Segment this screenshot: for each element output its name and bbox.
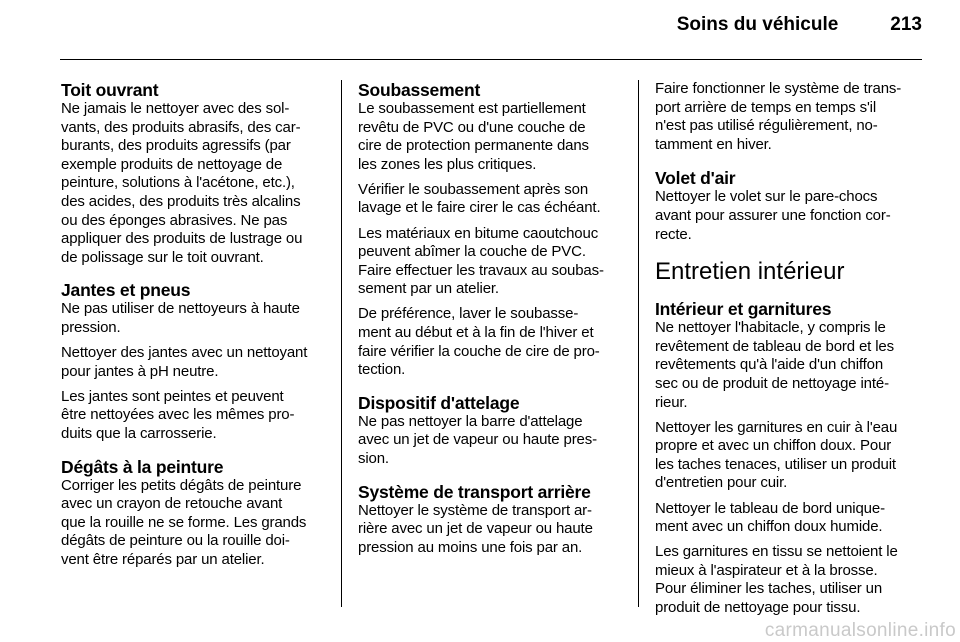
text-line: propre et avec un chiffon doux. Pour [655,437,892,455]
section-toit-ouvrant [61,80,326,267]
section-heading: Volet d'air [655,168,736,189]
paragraph [358,305,622,379]
section-heading: Dispositif d'attelage [358,392,520,413]
text-line: ment au début et à la fin de l'hiver et [358,324,594,342]
text-line: les taches tenaces, utiliser un produit [655,455,896,473]
text-line: lavage et le faire cirer le cas échéant. [358,199,601,217]
text-line: Les matériaux en bitume caoutchouc [358,224,599,242]
header-rule [60,59,922,60]
paragraph [358,502,622,558]
text-line: Ne jamais le nettoyer avec des sol- [61,100,290,117]
text-line: appliquer des produits de lustrage ou [61,230,303,248]
text-line: port arrière de temps en temps s'il [655,98,877,116]
column-1 [61,80,326,582]
text-line: dégâts de peinture ou la rouille doi- [61,532,290,550]
text-line: les zones les plus critiques. [358,155,537,173]
section-volet-air [655,168,923,244]
paragraph [655,80,923,154]
text-line: sion. [358,450,389,467]
text-line: rière avec un jet de vapeur ou haute [358,520,593,538]
section-systeme-transport [358,482,622,558]
text-line: Ne pas utiliser de nettoyeurs à haute [61,300,300,318]
text-line: Ne pas nettoyer la barre d'attelage [358,412,583,430]
text-line: de polissage sur le toit ouvrant. [61,248,264,266]
text-line: avec un crayon de retouche avant [61,495,283,513]
text-line: que la rouille ne se forme. Les grands [61,513,307,531]
text-line: des acides, des produits très alcalins [61,192,301,210]
text-line: pression au moins une fois par an. [358,538,583,556]
text-line: peinture, solutions à l'acétone, etc.), [61,174,295,192]
paragraph [61,477,326,570]
text-line: ment avec un chiffon doux humide. [655,518,883,536]
text-line: exemple produits de nettoyage de [61,155,283,173]
text-line: vants, des produits abrasifs, des car- [61,118,301,136]
text-line: avec un jet de vapeur ou haute pres- [358,431,597,449]
paragraph [655,319,923,412]
text-line: vent être réparés par un atelier. [61,550,265,568]
text-line: ou des éponges abrasives. Ne pas [61,211,288,229]
text-line: revêtement de tableau de bord et les [655,337,894,355]
text-line: Le soubassement est partiellement [358,100,586,117]
column-divider-2 [638,80,639,607]
paragraph [358,181,622,218]
text-line: Nettoyer des jantes avec un nettoyant [61,344,308,362]
section-heading: Intérieur et garnitures [655,299,832,320]
text-line: être nettoyées avec les mêmes pro- [61,406,295,424]
paragraph [358,100,622,174]
paragraph [61,344,326,381]
text-line: rieur. [655,393,688,411]
text-line: recte. [655,225,692,243]
text-line: peuvent abîmer la couche de PVC. [358,243,586,261]
chapter-title: Entretien intérieur [655,258,845,286]
text-line: n'est pas utilisé régulièrement, no- [655,117,878,135]
text-line: Les garnitures en tissu se nettoient le [655,543,898,561]
text-line: Faire fonctionner le système de trans- [655,80,902,97]
column-3 [655,80,923,631]
text-line: pour jantes à pH neutre. [61,362,219,380]
section-heading: Système de transport arrière [358,481,591,502]
text-line: Nettoyer le système de transport ar- [358,501,592,519]
section-heading: Soubassement [358,80,481,100]
text-line: Vérifier le soubassement après son [358,180,589,198]
section-jantes-pneus [61,280,326,443]
paragraph [655,543,923,617]
paragraph [655,500,923,537]
text-line: burants, des produits agressifs (par [61,137,291,155]
text-line: tamment en hiver. [655,135,772,153]
text-line: Ne nettoyer l'habitacle, y compris le [655,319,886,337]
paragraph [61,300,326,337]
text-line: sement par un atelier. [358,280,499,298]
text-line: d'entretien pour cuir. [655,474,788,492]
text-line: Corriger les petits dégâts de peinture [61,476,302,494]
text-line: produit de nettoyage pour tissu. [655,598,861,616]
text-line: revêtements qu'à l'aide d'un chiffon [655,356,884,374]
paragraph [61,100,326,267]
paragraph [655,419,923,493]
paragraph [358,225,622,299]
section-degats-peinture [61,457,326,570]
section-heading: Dégâts à la peinture [61,456,224,477]
text-line: duits que la carrosserie. [61,424,217,442]
text-line: pression. [61,318,121,336]
text-line: Pour éliminer les taches, utiliser un [655,580,883,598]
header-title: Soins du véhicule [676,14,839,35]
text-line: faire vérifier la couche de cire de pro- [358,342,600,360]
section-heading: Jantes et pneus [61,280,191,301]
section-heading: Toit ouvrant [61,80,159,100]
paragraph [61,388,326,444]
text-line: cire de protection permanente dans [358,137,589,155]
text-line: avant pour assurer une fonction cor- [655,206,891,224]
section-interieur-garnitures [655,299,923,617]
text-line: revêtu de PVC ou d'une couche de [358,118,586,136]
text-line: mieux à l'aspirateur et à la brosse. [655,561,878,579]
page-header [0,14,922,36]
column-divider-1 [341,80,342,607]
section-soubassement [358,80,622,380]
text-line: Nettoyer le volet sur le pare-chocs [655,188,878,206]
text-line: sec ou de produit de nettoyage inté- [655,374,889,392]
paragraph [358,413,622,469]
text-line: Nettoyer les garnitures en cuir à l'eau [655,418,898,436]
paragraph [655,188,923,244]
text-line: Les jantes sont peintes et peuvent [61,387,284,405]
section-dispositif-attelage [358,393,622,469]
text-line: De préférence, laver le soubasse- [358,305,579,323]
text-line: Faire effectuer les travaux au soubas- [358,261,604,279]
watermark[interactable]: carmanualsonline.info [764,620,956,641]
column-2 [358,80,622,570]
text-line: Nettoyer le tableau de bord unique- [655,499,885,517]
text-line: tection. [358,361,406,379]
page-number: 213 [890,14,922,35]
